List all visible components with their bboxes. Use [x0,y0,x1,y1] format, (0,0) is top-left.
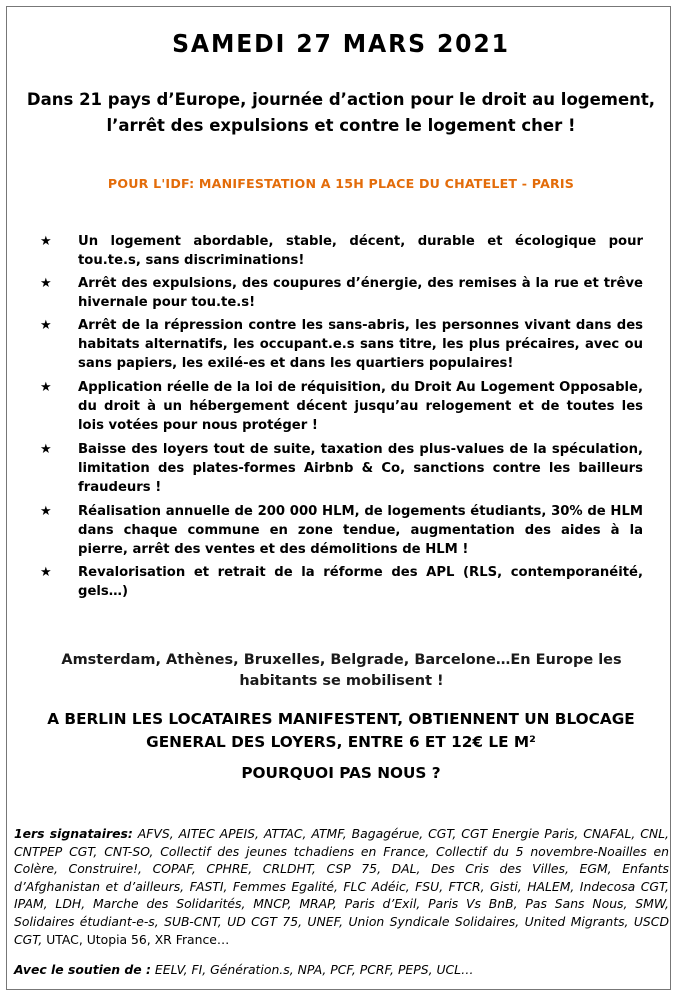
berlin-headline: A BERLIN LES LOCATAIRES MANIFESTENT, OBTIENNENT UN BLOCAGE GENERAL DES LOYERS, ENTRE 6 ET 12€ LE M² [47,710,635,751]
page-title: SAMEDI 27 MARS 2021 [172,29,510,58]
signatories-label: 1ers signataires: [14,826,133,841]
idf-event-announcement: POUR L'IDF: MANIFESTATION A 15H PLACE DU CHATELET - PARIS [107,176,575,191]
question-line: POURQUOI PAS NOUS ? [241,764,441,782]
star-icon: ★ [40,234,52,249]
demand-item [40,274,643,312]
support-block [14,962,669,977]
demand-text: Arrêt de la répression contre les sans-abris, les personnes vivant dans des habitats alternatifs, les occupant.e.s sans titre, les plus précaires, avec ou sans papiers, les exilé-es et dans les quartiers populaires! [78,318,643,371]
demand-item [40,378,643,435]
signatories-list: AFVS, AITEC APEIS, ATTAC, ATMF, Bagagérue, CGT, CGT Energie Paris, CNAFAL, CNL, CNTPEP CGT, CNT-SO, Collectif des jeunes tchadiens en France, Collectif du 5 novembre-Noailles en Colère, Construire!, COPAF, CPHRE, CRLDHT, CSP 75, DAL, Des Cris des Villes, EGM, Enfants d’Afghanistan et d’ailleurs, FASTI, Femmes Egalité, FLC Adéic, FSU, FTCR, Gisti, HALEM, Indecosa CGT, IPAM, LDH, Marche des Solidarités, MNCP, MRAP, Paris d’Exil, Paris Vs BnB, Pas Sans Nous, SMW, Solidaires étudiant-e-s, SUB-CNT, UD CGT 75, UNEF, Union Syndicale Solidaires, United Migrants, USCD CGT, [14,826,669,947]
support-label: Avec le soutien de : [14,962,151,977]
demand-item [40,440,643,497]
demand-text: Un logement abordable, stable, décent, durable et écologique pour tou.te.s, sans discriminations! [78,234,643,268]
demand-item [40,316,643,373]
signatories-list-plain: UTAC, Utopia 56, XR France… [42,931,230,947]
demand-text: Application réelle de la loi de réquisition, du Droit Au Logement Opposable, du droit à un hébergement décent jusqu’au relogement et de toutes les lois votées pour nous protéger ! [78,380,643,433]
demand-text: Arrêt des expulsions, des coupures d’énergie, des remises à la rue et trêve hivernale pour tou.te.s! [78,276,643,310]
headline: Dans 21 pays d’Europe, journée d’action pour le droit au logement, l’arrêt des expulsions et contre le logement cher ! [26,90,656,135]
star-icon: ★ [40,318,52,333]
star-icon: ★ [40,442,52,457]
europe-cities-line: Amsterdam, Athènes, Bruxelles, Belgrade, Barcelone…En Europe les habitants se mobilisent ! [61,652,622,689]
demand-text: Réalisation annuelle de 200 000 HLM, de logements étudiants, 30% de HLM dans chaque commune en zone tendue, augmentation des aides à la pierre, arrêt des ventes et des démolitions de HLM ! [78,504,643,557]
demand-item [40,232,643,270]
support-list: EELV, FI, Génération.s, NPA, PCF, PCRF, PEPS, UCL… [150,962,474,977]
demand-item [40,502,643,559]
demands-list [40,232,643,601]
demand-text: Revalorisation et retrait de la réforme des APL (RLS, contemporanéité, gels…) [78,565,643,599]
star-icon: ★ [40,276,52,291]
signatories-block [14,825,669,948]
star-icon: ★ [40,565,52,580]
demand-text: Baisse des loyers tout de suite, taxation des plus-values de la spéculation, limitation des plates-formes Airbnb & Co, sanctions contre les bailleurs fraudeurs ! [78,442,643,495]
star-icon: ★ [40,380,52,395]
star-icon: ★ [40,504,52,519]
demand-item [40,563,643,601]
